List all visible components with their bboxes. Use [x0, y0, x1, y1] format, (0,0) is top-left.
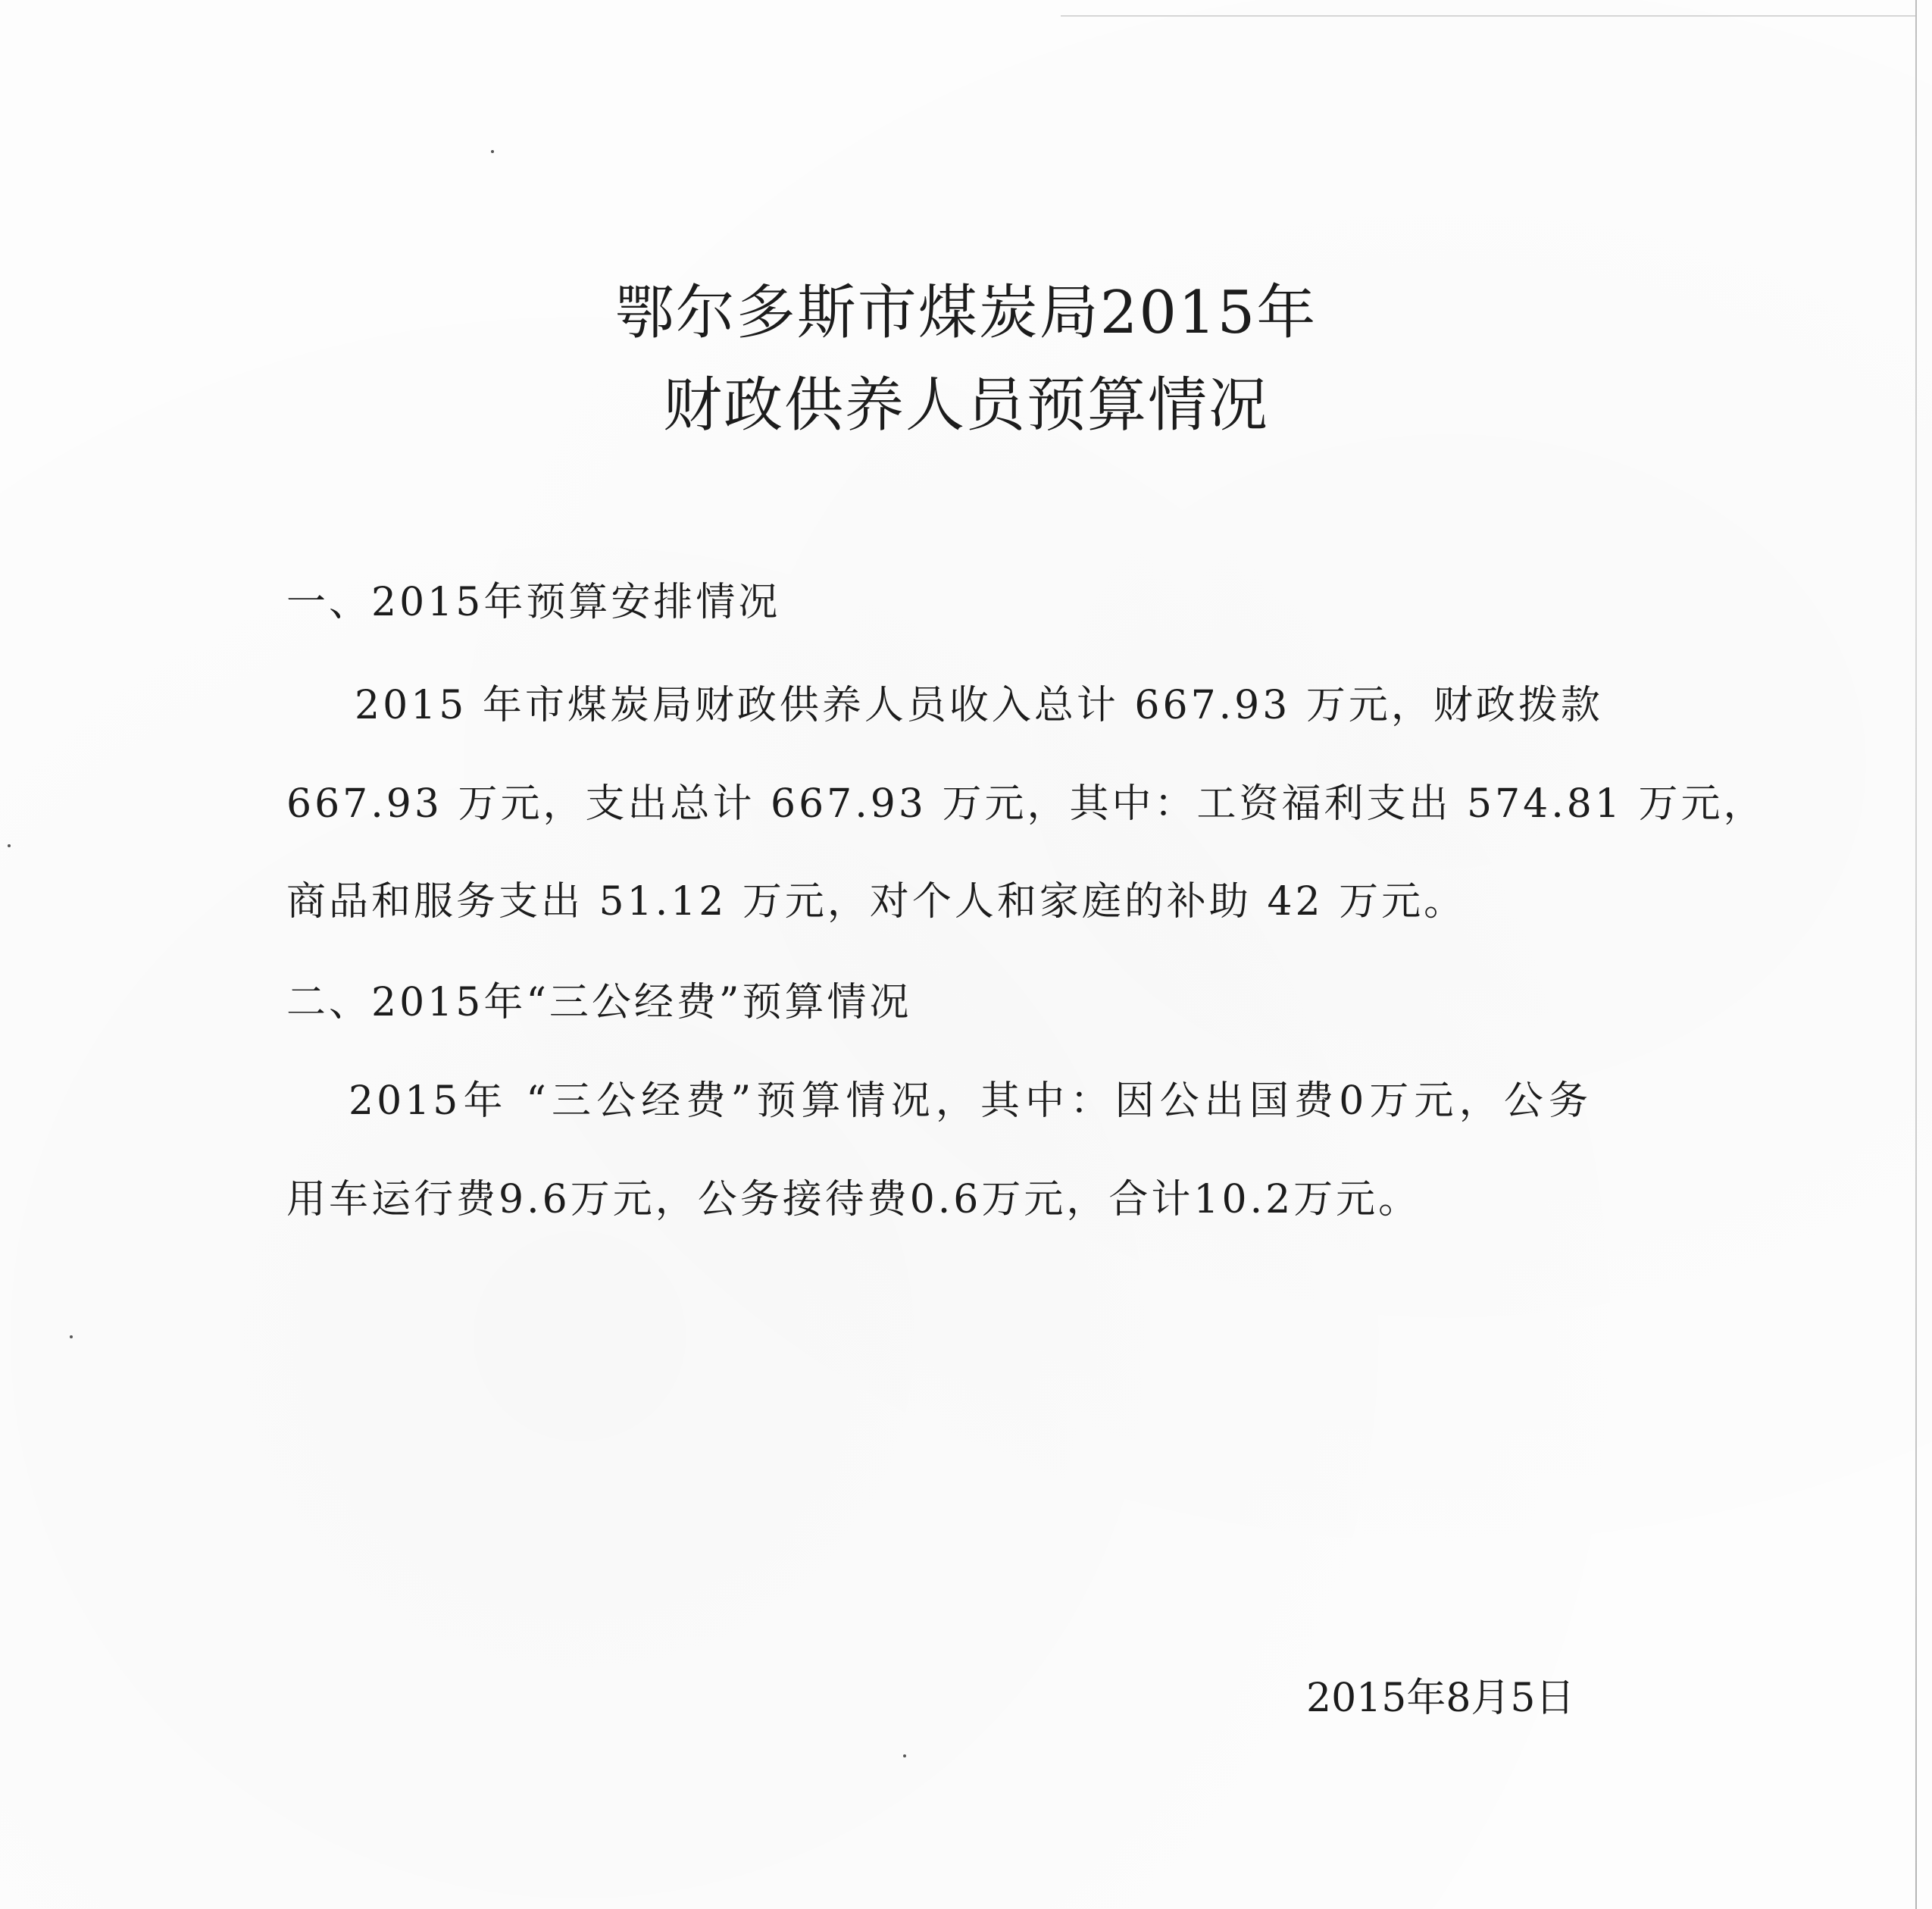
section1-paragraph-line1: 2015 年市煤炭局财政供养人员收入总计 667.93 万元，财政拨款: [355, 683, 1603, 728]
scan-edge-top: [1061, 15, 1917, 17]
scan-speck: [903, 1754, 906, 1757]
section1-heading: 一、2015年预算安排情况: [286, 580, 781, 625]
document-title-line2: 财政供养人员预算情况: [662, 371, 1269, 440]
scan-speck: [70, 1335, 73, 1338]
section2-paragraph-line2: 用车运行费9.6万元，公务接待费0.6万元，合计10.2万元。: [286, 1177, 1421, 1222]
section2-heading: 二、2015年“三公经费”预算情况: [286, 980, 912, 1025]
scan-speck: [8, 844, 11, 847]
section1-paragraph-line2: 667.93 万元，支出总计 667.93 万元，其中：工资福利支出 574.81 万元，: [286, 781, 1766, 827]
section1-paragraph-line3: 商品和服务支出 51.12 万元，对个人和家庭的补助 42 万元。: [286, 879, 1467, 925]
document-date: 2015年8月5日: [1306, 1676, 1575, 1721]
scan-speck: [491, 150, 494, 153]
document-title-line1: 鄂尔多斯市煤炭局2015年: [614, 279, 1318, 347]
section2-paragraph-line1: 2015年 “三公经费”预算情况，其中：因公出国费0万元，公务: [349, 1078, 1591, 1124]
